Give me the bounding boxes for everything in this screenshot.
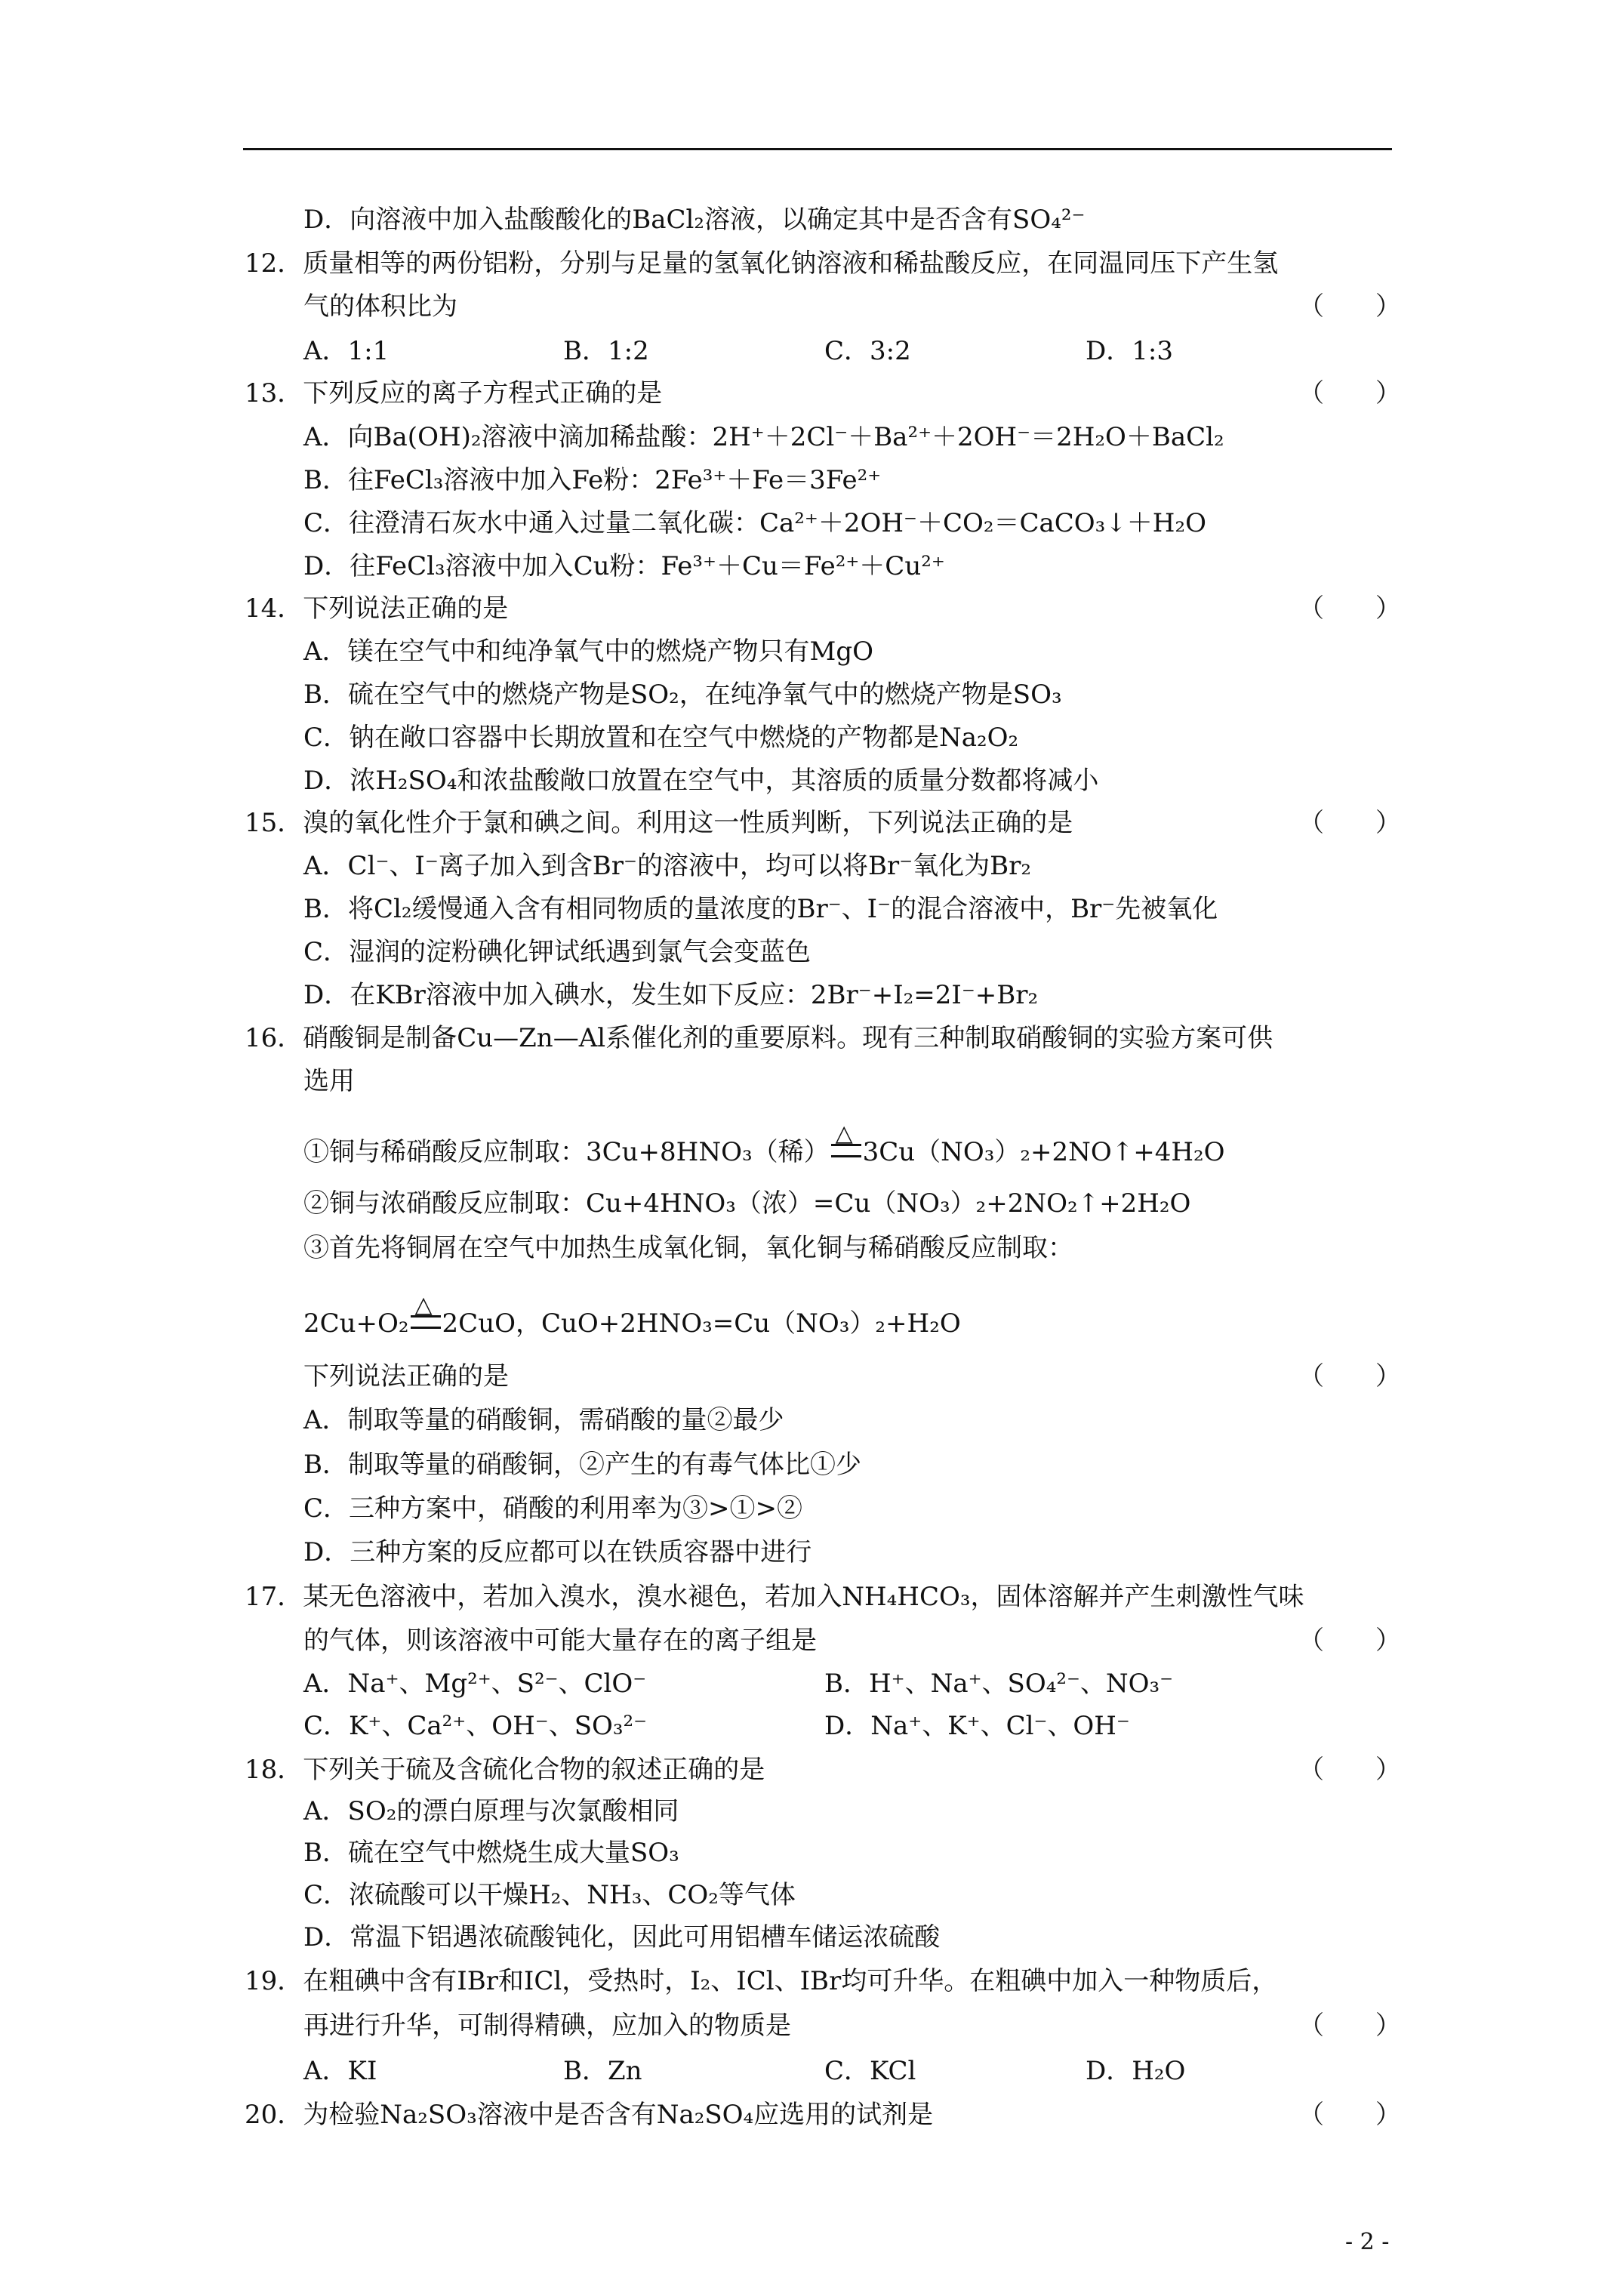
q16-stem-line1: 16．硝酸铜是制备Cu—Zn—Al系催化剂的重要原料。现有三种制取硝酸铜的实验方案可供 [245, 1023, 1273, 1053]
q19-option-a: A．KI [303, 2056, 377, 2086]
q16-option-a: A．制取等量的硝酸铜，需硝酸的量②最少 [303, 1405, 784, 1435]
q15-option-d: D．在KBr溶液中加入碘水，发生如下反应：2Br⁻+I₂=2I⁻+Br₂ [303, 980, 1039, 1010]
q14-stem: 14．下列说法正确的是 [245, 593, 509, 624]
q20-stem: 20．为检验Na₂SO₃溶液中是否含有Na₂SO₄应选用的试剂是 [245, 2100, 934, 2130]
q13-option-d: D．往FeCl₃溶液中加入Cu粉：Fe³⁺＋Cu＝Fe²⁺＋Cu²⁺ [303, 551, 945, 581]
q17-option-a: A．Na⁺、Mg²⁺、S²⁻、ClO⁻ [303, 1669, 647, 1699]
q18-option-b: B．硫在空气中燃烧生成大量SO₃ [303, 1838, 679, 1868]
q16-option-d: D．三种方案的反应都可以在铁质容器中进行 [303, 1537, 812, 1567]
q13-option-c: C．往澄清石灰水中通入过量二氧化碳：Ca²⁺＋2OH⁻＋CO₂＝CaCO₃↓＋H₂O [303, 508, 1206, 538]
q16-method-2: ②铜与浓硝酸反应制取：Cu+4HNO₃（浓）=Cu（NO₃）₂+2NO₂↑+2H₂O [303, 1188, 1191, 1219]
q19-option-b: B．Zn [563, 2056, 642, 2086]
q17-stem-line2: 的气体，则该溶液中可能大量存在的离子组是 [303, 1626, 817, 1656]
q16-stem-line2: 选用 [303, 1066, 355, 1096]
q18-option-a: A．SO₂的漂白原理与次氯酸相同 [303, 1796, 679, 1826]
q13-answer-paren: （ ） [1298, 378, 1401, 408]
q12-option-d: D．1:3 [1086, 336, 1173, 366]
q16-question: 下列说法正确的是 [303, 1361, 509, 1391]
q13-option-a: A．向Ba(OH)₂溶液中滴加稀盐酸：2H⁺＋2Cl⁻＋Ba²⁺＋2OH⁻＝2H₂O＋BaCl₂ [303, 422, 1224, 452]
header-rule [243, 148, 1392, 150]
q14-option-c: C．钠在敞口容器中长期放置和在空气中燃烧的产物都是Na₂O₂ [303, 723, 1019, 753]
q15-option-b: B．将Cl₂缓慢通入含有相同物质的量浓度的Br⁻、I⁻的混合溶液中，Br⁻先被氧化 [303, 894, 1218, 924]
q18-option-d: D．常温下铝遇浓硫酸钝化，因此可用铝槽车储运浓硫酸 [303, 1922, 941, 1952]
q13-stem: 13．下列反应的离子方程式正确的是 [245, 378, 663, 408]
q16-method-3-equation: 2Cu+O₂ △ 2CuO，CuO+2HNO₃=Cu（NO₃）₂+H₂O [303, 1306, 961, 1341]
q12-option-c: C．3:2 [824, 336, 911, 366]
q15-stem: 15．溴的氧化性介于氯和碘之间。利用这一性质判断，下列说法正确的是 [245, 808, 1073, 838]
q16-answer-paren: （ ） [1298, 1361, 1401, 1391]
q16-method-3: ③首先将铜屑在空气中加热生成氧化铜，氧化铜与稀硝酸反应制取： [303, 1233, 1073, 1263]
q15-option-c: C．湿润的淀粉碘化钾试纸遇到氯气会变蓝色 [303, 937, 812, 967]
q12-stem-line2: 气的体积比为 [303, 291, 457, 322]
q14-option-d: D．浓H₂SO₄和浓盐酸敞口放置在空气中，其溶质的质量分数都将减小 [303, 766, 1099, 796]
q17-answer-paren: （ ） [1298, 1626, 1401, 1656]
q17-stem-line1: 17．某无色溶液中，若加入溴水，溴水褪色，若加入NH₄HCO₃，固体溶解并产生刺激性气味 [245, 1582, 1304, 1612]
q20-answer-paren: （ ） [1298, 2100, 1401, 2130]
q12-stem-line1: 12．质量相等的两份铝粉，分别与足量的氢氧化钠溶液和稀盐酸反应，在同温同压下产生氢 [245, 248, 1279, 279]
page-number: - 2 - [1345, 2229, 1390, 2255]
q18-stem: 18．下列关于硫及含硫化合物的叙述正确的是 [245, 1755, 765, 1785]
q12-option-a: A．1:1 [303, 336, 390, 366]
q17-option-b: B．H⁺、Na⁺、SO₄²⁻、NO₃⁻ [824, 1669, 1174, 1699]
q15-option-a: A．Cl⁻、I⁻离子加入到含Br⁻的溶液中，均可以将Br⁻氧化为Br₂ [303, 851, 1032, 881]
q14-answer-paren: （ ） [1298, 593, 1401, 624]
q16-option-c: C．三种方案中，硝酸的利用率为③>①>② [303, 1493, 802, 1524]
q18-option-c: C．浓硫酸可以干燥H₂、NH₃、CO₂等气体 [303, 1880, 796, 1910]
q14-option-a: A．镁在空气中和纯净氧气中的燃烧产物只有MgO [303, 636, 874, 667]
q12-option-b: B．1:2 [563, 336, 649, 366]
heat-symbol: △ [830, 1135, 863, 1170]
q18-answer-paren: （ ） [1298, 1755, 1401, 1785]
q11-option-d: D．向溶液中加入盐酸酸化的BaCl₂溶液，以确定其中是否含有SO₄²⁻ [303, 205, 1086, 235]
q12-answer-paren: （ ） [1298, 291, 1401, 322]
q19-option-d: D．H₂O [1086, 2056, 1186, 2086]
q17-option-d: D．Na⁺、K⁺、Cl⁻、OH⁻ [824, 1711, 1130, 1741]
q19-stem-line1: 19．在粗碘中含有IBr和ICl，受热时，I₂、ICl、IBr均可升华。在粗碘中加入一种物质后， [245, 1966, 1278, 1996]
q16-option-b: B．制取等量的硝酸铜，②产生的有毒气体比①少 [303, 1450, 861, 1480]
q15-answer-paren: （ ） [1298, 808, 1401, 838]
q19-stem-line2: 再进行升华，可制得精碘，应加入的物质是 [303, 2011, 791, 2041]
q19-answer-paren: （ ） [1298, 2011, 1401, 2041]
q16-method-1: ①铜与稀硝酸反应制取：3Cu+8HNO₃（稀） △ 3Cu（NO₃）₂+2NO↑+4H₂O [303, 1135, 1225, 1170]
q17-option-c: C．K⁺、Ca²⁺、OH⁻、SO₃²⁻ [303, 1711, 648, 1741]
q19-option-c: C．KCl [824, 2056, 916, 2086]
heat-symbol: △ [409, 1306, 442, 1341]
q14-option-b: B．硫在空气中的燃烧产物是SO₂，在纯净氧气中的燃烧产物是SO₃ [303, 680, 1062, 710]
q13-option-b: B．往FeCl₃溶液中加入Fe粉：2Fe³⁺＋Fe＝3Fe²⁺ [303, 465, 882, 495]
